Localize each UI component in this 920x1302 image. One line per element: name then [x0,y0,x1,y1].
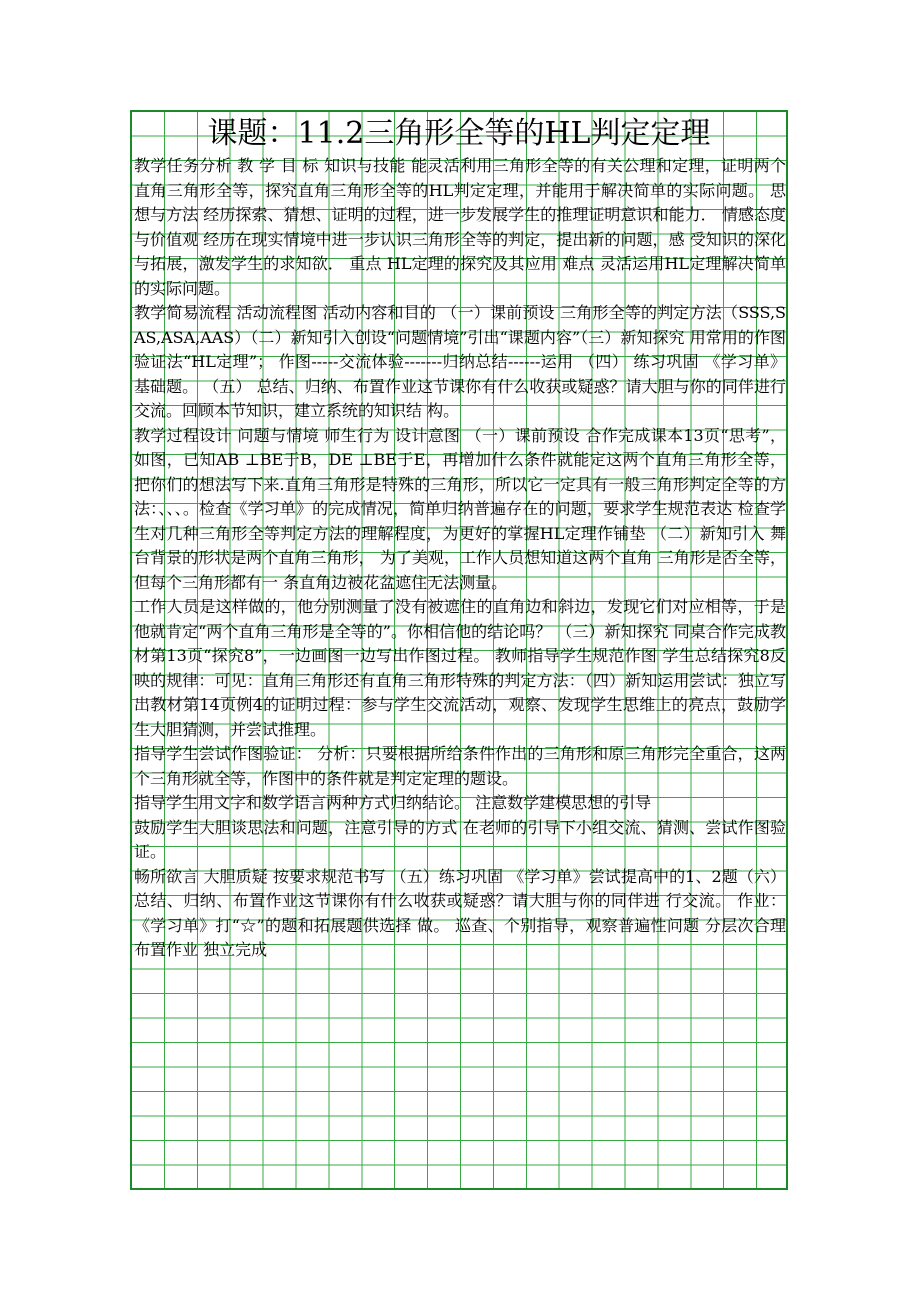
paragraph-teaching-flow: 教学简易流程 活动流程图 活动内容和目的 （一）课前预设 三角形全等的判定方法（SSS,SAS,ASA,AAS）（二）新知引入创设“问题情境”引出“课题内容”（三）新知探究 用常用的作图验证法“HL定理”； 作图-----交流体验-------归纳总结------运用 （四） 练习巩固 《学习单》基础题。 （五） 总结、归纳、布置作业这节课你有什么收获或疑惑？请大胆与你的同伴进行交流。回顾本节知识，建立系统的知识结 构。 [134,303,786,420]
paragraph-summarize-conclusion: 指导学生用文字和数学语言两种方式归纳结论。 注意数学建模思想的引导 [134,793,652,812]
grid-paper-sheet [130,110,788,1190]
empty-grid-area [132,674,786,1190]
document-title: 课题：11.2三角形全等的HL判定定理 [207,116,711,151]
paragraph-practice-homework: 畅所欲言 大胆质疑 按要求规范书写 （五）练习巩固 《学习单》尝试提高中的1、2题（六）总结、归纳、布置作业这节课你有什么收获或疑惑？请大胆与你的同伴进 行交流。 作业：《学习单》打“☆”的题和拓展题供选择 做。 巡查、个别指导，观察普遍性问题 分层次合理布置作业 独立完成 [134,866,786,959]
paragraph-staff-method: 工作人员是这样做的，他分别测量了没有被遮住的直角边和斜边，发现它们对应相等，于是他就肯定“两个直角三角形是全等的”。你相信他的结论吗？ （三）新知探究 同桌合作完成教材第13页“探究8”，一边画图一边写出作图过程。 教师指导学生规范作图 学生总结探究8反映的规律：可见：直角三角形还有直角三角形特殊的判定方法：（四）新知运用尝试：独立写出教材第14页例4的证明过程：参与学生交流活动，观察、发现学生思维上的亮点，鼓励学生大胆猜测，并尝试推理。 [134,597,786,739]
paragraph-teaching-analysis: 教学任务分析 教 学 目 标 知识与技能 能灵活利用三角形全等的有关公理和定理，证明两个直角三角形全等，探究直角三角形全等的HL判定定理，并能用于解决简单的实际问题。 思想与方法 经历探索、猜想、证明的过程，进一步发展学生的推理证明意识和能力． 情感态度 与价值观 经历在现实情境中进一步认识三角形全等的判定，提出新的问题，感 受知识的深化与拓展，激发学生的求知欲． 重点 HL定理的探究及其应用 难点 灵活运用HL定理解决简单的实际问题。 [134,156,786,298]
paragraph-process-design: 教学过程设计 问题与情境 师生行为 设计意图 （一）课前预设 合作完成课本13页“思考”，如图，已知AB ⊥BE于B，DE ⊥BE于E，再增加什么条件就能定这两个直角三角形全等，把你们的想法写下来.直角三角形是特殊的三角形，所以它一定具有一般三角形判定全等的方法：、、、。检查《学习单》的完成情况，简单归纳普遍存在的问题，要求学生规范表达 检查学生对几种三角形全等判定方法的理解程度，为更好的掌握HL定理作铺垫 （二）新知引入 舞台背景的形状是两个直角三角形， 为了美观，工作人员想知道这两个直角 三角形是否全等，但每个三角形都有一 条直角边被花盆遮住无法测量。 [134,425,786,592]
paragraph-encourage-students: 鼓励学生大胆谈思法和问题，注意引导的方式 在老师的引导下小组交流、猜测、尝试作图验证。 [134,817,786,861]
paragraph-drawing-verification: 指导学生尝试作图验证： 分析：只要根据所给条件作出的三角形和原三角形完全重合，这两个三角形就全等，作图中的条件就是判定定理的题设。 [134,744,786,788]
